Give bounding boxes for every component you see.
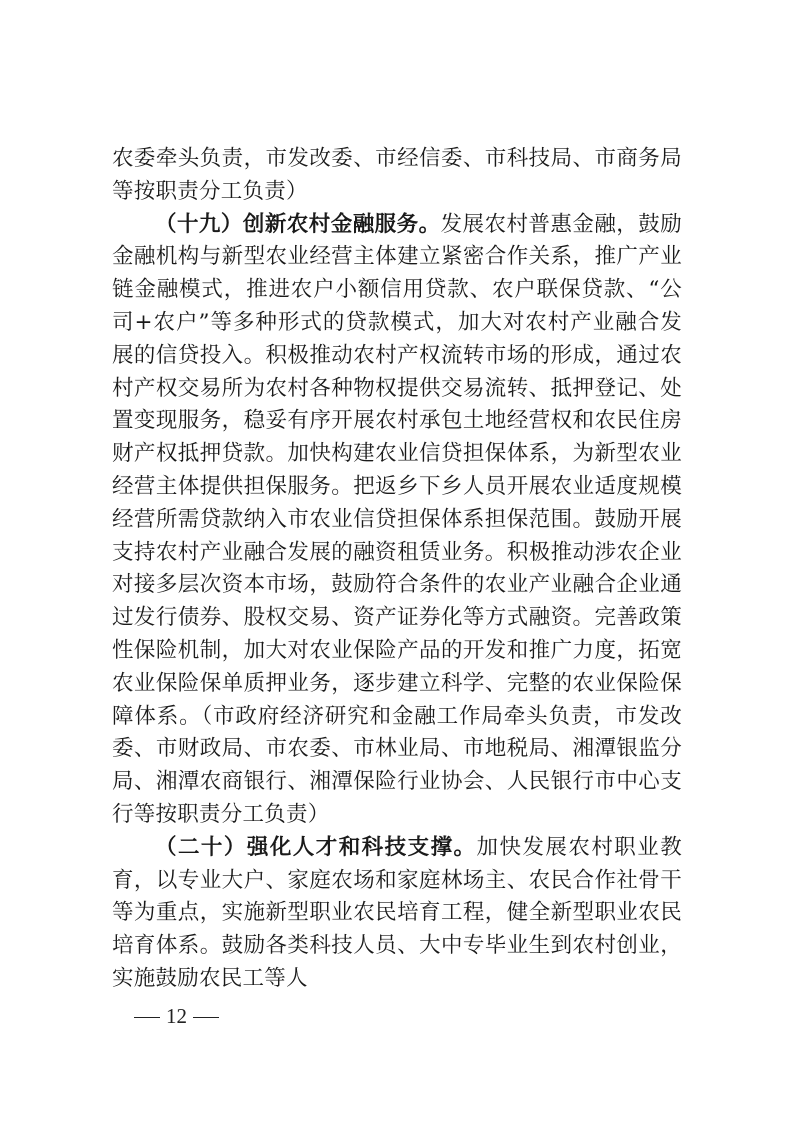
paragraph-body: 加快发展农村职业教育，以专业大户、家庭农场和家庭林场主、农民合作社骨干等为重点，实施新型职业农民培育工程，健全新型职业农民培育体系。鼓励各类科技人员、大中专毕业生到农村创业，实施鼓励农民工等人 — [112, 834, 682, 991]
section-heading: （二十）强化人才和科技支撑。 — [155, 834, 477, 860]
paragraph-section-20 — [112, 832, 682, 996]
section-heading: （十九）创新农村金融服务。 — [155, 211, 441, 237]
body-text — [112, 143, 682, 996]
paragraph-body: 发展农村普惠金融，鼓励金融机构与新型农业经营主体建立紧密合作关系，推广产业链金融模式，推进农户小额信用贷款、农户联保贷款、“公司+农户”等多种形式的贷款模式，加大对农村产业融合发展的信贷投入。积极推动农村产权流转市场的形成，通过农村产权交易所为农村各种物权提供交易流转、抵押登记、处置变现服务，稳妥有序开展农村承包土地经营权和农民住房财产权抵押贷款。加快构建农业信贷担保体系，为新型农业经营主体提供担保服务。把返乡下乡人员开展农业适度规模经营所需贷款纳入市农业信贷担保体系担保范围。鼓励开展支持农村产业融合发展的融资租赁业务。积极推动涉农企业对接多层次资本市场，鼓励符合条件的农业产业融合企业通过发行债券、股权交易、资产证券化等方式融资。完善政策性保险机制，加大对农业保险产品的开发和推广力度，拓宽农业保险保单质押业务，逐步建立科学、完整的农业保险保障体系。（市政府经济研究和金融工作局牵头负责，市发改委、市财政局、市农委、市林业局、市地税局、湘潭银监分局、湘潭农商银行、湘潭保险行业协会、人民银行市中心支行等按职责分工负责） — [112, 211, 682, 827]
paragraph-continuation — [112, 143, 682, 209]
left-dash — [134, 1017, 160, 1018]
page-number: 12 — [166, 1004, 187, 1028]
page-number-footer — [128, 1004, 225, 1029]
paragraph-section-19 — [112, 209, 682, 832]
paragraph-body: 农委牵头负责，市发改委、市经信委、市科技局、市商务局等按职责分工负责） — [112, 146, 682, 204]
right-dash — [193, 1017, 219, 1018]
